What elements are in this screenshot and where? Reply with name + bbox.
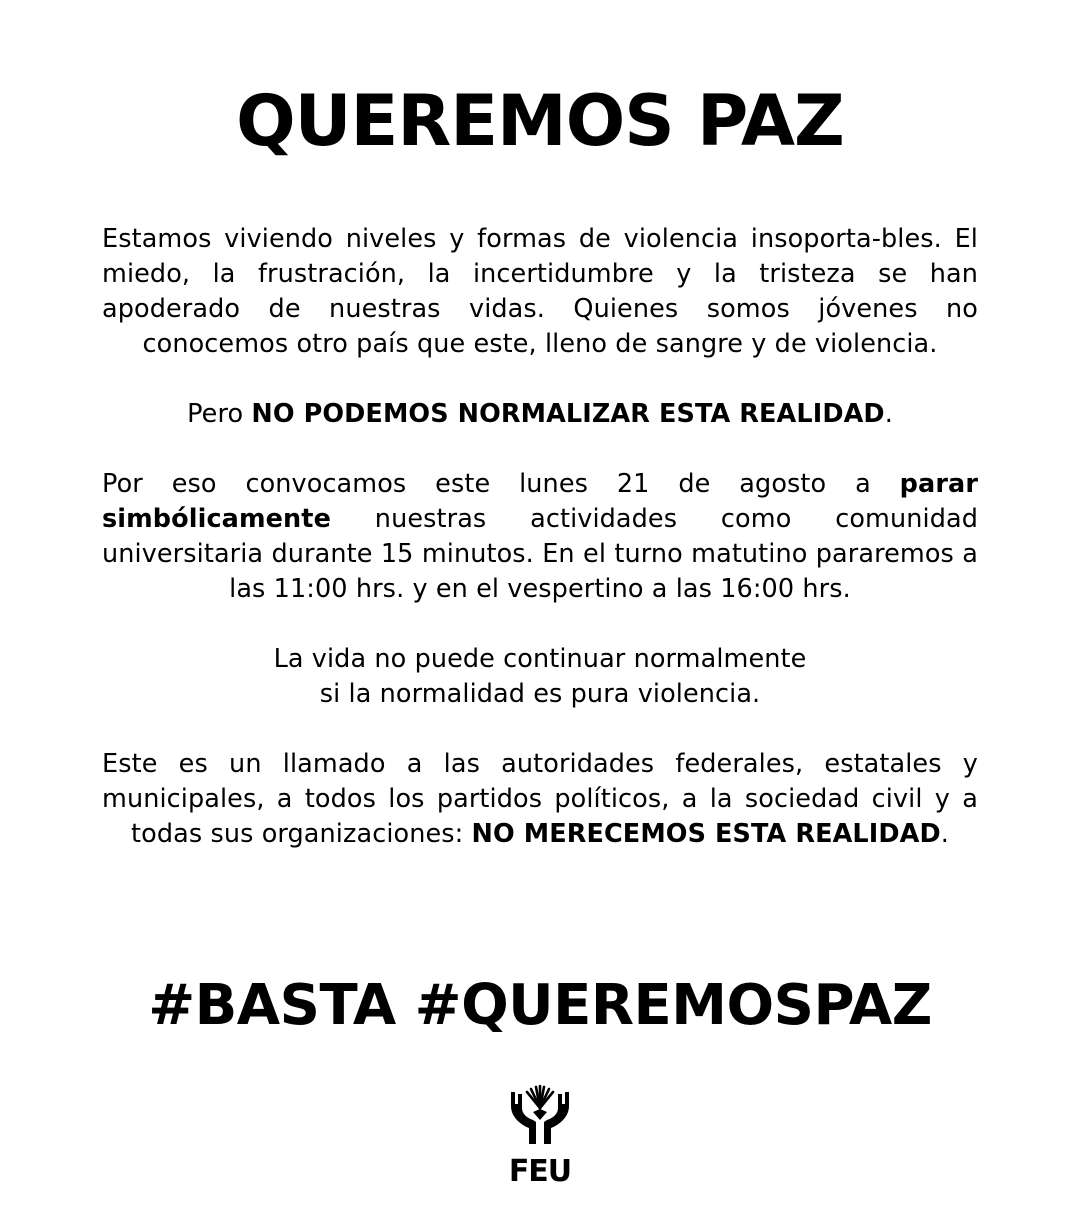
paragraph-appeal <box>102 747 978 852</box>
paragraph-appeal-emphasis: NO MERECEMOS ESTA REALIDAD <box>471 819 941 849</box>
hashtags: #BASTA #QUEREMOSPAZ <box>148 973 932 1038</box>
feu-logo-text: FEU <box>508 1154 572 1186</box>
paragraph-call-to-stop-prefix: Por eso convocamos este lunes 21 de agosto a <box>102 469 900 499</box>
paragraph-normality-line2: si la normalidad es pura violencia. <box>319 679 761 709</box>
statement-body <box>102 222 978 887</box>
paragraph-normalize-emphasis: NO PODEMOS NORMALIZAR ESTA REALIDAD <box>251 399 885 429</box>
paragraph-appeal-suffix: . <box>940 819 949 849</box>
paragraph-violence: Estamos viviendo niveles y formas de violencia insoporta-bles. El miedo, la frustración, la incertidumbre y la tristeza se han apoderado de nuestras vidas. Quienes somos jóvenes no conocemos otro país que este, lleno de sangre y de violencia. <box>102 224 978 359</box>
paragraph-normality-line1: La vida no puede continuar normalmente <box>273 644 807 674</box>
paragraph-normalize-suffix: . <box>884 399 893 429</box>
hands-holding-book-icon <box>505 1082 575 1186</box>
page-title: QUEREMOS PAZ <box>236 80 844 162</box>
paragraph-normalize-prefix: Pero <box>187 399 252 429</box>
paragraph-normalize <box>102 397 978 432</box>
paragraph-call-to-stop <box>102 467 978 607</box>
paragraph-appeal-prefix: Este es un llamado a las autoridades federales, estatales y municipales, a todos los partidos políticos, a la sociedad civil y a todas sus organizaciones: <box>102 749 978 849</box>
paragraph-call-to-stop-emphasis: parar simbólicamente <box>102 469 978 534</box>
paragraph-normality <box>102 642 978 712</box>
paragraph-call-to-stop-suffix: nuestras actividades como comunidad universitaria durante 15 minutos. En el turno matutino pararemos a las 11:00 hrs. y en el vespertino a las 16:00 hrs. <box>102 504 978 604</box>
feu-logo <box>505 1082 575 1186</box>
